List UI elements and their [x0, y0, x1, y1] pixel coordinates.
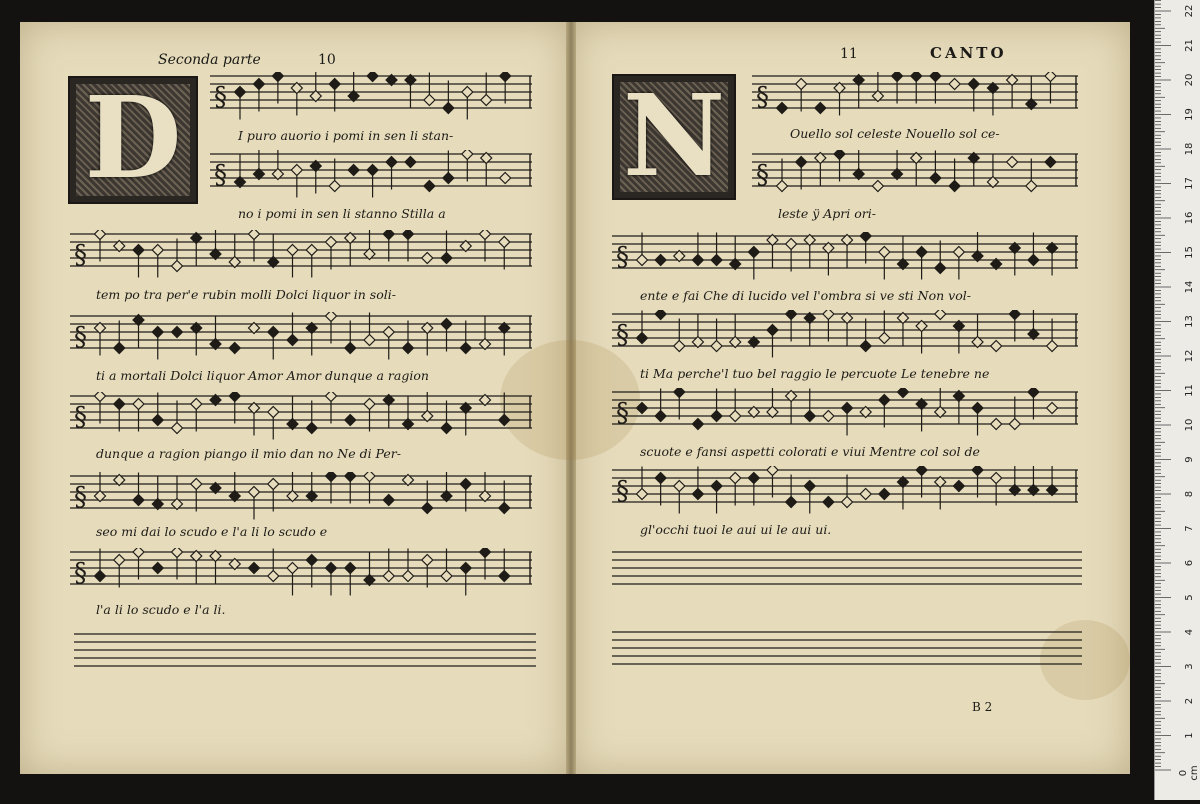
note — [949, 79, 960, 90]
note — [796, 157, 807, 190]
note — [804, 313, 815, 346]
note — [306, 245, 317, 278]
note — [172, 239, 183, 272]
note — [460, 479, 471, 512]
note — [823, 411, 834, 422]
note — [424, 73, 435, 106]
note — [637, 311, 648, 344]
note — [367, 165, 378, 198]
note — [987, 155, 998, 188]
note — [287, 397, 298, 430]
note — [860, 489, 871, 500]
note — [249, 403, 260, 436]
note — [730, 389, 741, 422]
lyric-line: dunque a ragion piango il mio dan no Ne di Per- — [96, 446, 402, 461]
note — [348, 165, 359, 176]
note — [422, 323, 433, 356]
note — [345, 415, 356, 426]
note — [329, 159, 340, 192]
note — [172, 401, 183, 434]
note — [481, 73, 492, 106]
clef-symbol: § — [756, 160, 769, 190]
note — [191, 551, 202, 584]
note — [860, 232, 871, 264]
note — [804, 235, 815, 268]
note — [842, 235, 853, 268]
clef-symbol: § — [214, 82, 227, 112]
note — [95, 549, 106, 582]
note — [1009, 310, 1020, 342]
note — [249, 487, 260, 520]
ruler-cm-label: 9 — [1184, 456, 1195, 463]
note — [95, 230, 106, 262]
ruler-cm-label: 2 — [1184, 697, 1195, 705]
empty-staff — [612, 628, 1082, 672]
note — [424, 181, 435, 192]
note — [823, 310, 834, 342]
ruler-cm-label: 20 — [1184, 73, 1195, 87]
note — [422, 253, 433, 264]
note — [287, 313, 298, 346]
note — [767, 466, 778, 498]
note — [834, 150, 845, 182]
empty-staff — [612, 548, 1082, 592]
note — [364, 472, 375, 504]
note — [1009, 397, 1020, 430]
ruler-cm-label: 3 — [1184, 663, 1195, 670]
note — [441, 319, 452, 352]
note — [460, 321, 471, 354]
note — [991, 473, 1002, 506]
note — [655, 310, 666, 320]
note — [152, 245, 163, 278]
music-staff — [612, 232, 1078, 280]
note — [460, 403, 471, 436]
right-page-number: 11 — [840, 46, 858, 62]
note — [953, 321, 964, 354]
lyric-line: tem po tra per'e rubin molli Dolci liquor in soli- — [96, 287, 396, 302]
note — [1007, 157, 1018, 168]
note — [345, 563, 356, 596]
clef-symbol: § — [74, 402, 87, 432]
note — [968, 153, 979, 186]
note — [235, 155, 246, 188]
note — [386, 157, 397, 190]
ruler-cm-label: 14 — [1184, 280, 1195, 294]
note — [210, 317, 221, 350]
note — [480, 548, 491, 580]
note — [730, 473, 741, 506]
clef-symbol: § — [616, 242, 629, 272]
note — [1007, 75, 1018, 108]
note — [268, 235, 279, 268]
note — [655, 473, 666, 506]
note — [1045, 72, 1056, 104]
clef-symbol: § — [616, 476, 629, 506]
note — [1045, 157, 1056, 168]
note — [268, 549, 279, 582]
note — [249, 563, 260, 574]
music-staff — [70, 548, 532, 596]
clef-symbol: § — [616, 320, 629, 350]
note — [172, 477, 183, 510]
note — [930, 72, 941, 104]
note — [403, 397, 414, 430]
note — [953, 391, 964, 424]
note — [991, 341, 1002, 352]
music-staff — [210, 72, 532, 120]
note — [1009, 243, 1020, 276]
note — [872, 181, 883, 192]
note — [911, 153, 922, 186]
ruler-cm-label: 6 — [1184, 559, 1195, 567]
note — [172, 548, 183, 580]
lyric-line: ti Ma perche'l tuo bel raggio le percuote Le tenebre ne — [640, 366, 990, 381]
note — [287, 563, 298, 596]
lyric-line: scuote e fansi aspetti colorati e viui Mentre col sol de — [640, 444, 980, 459]
lyric-line: seo mi dai lo scudo e l'a li lo scudo e — [96, 524, 328, 539]
note — [441, 401, 452, 434]
ruler-unit-label: 0 cm — [1178, 765, 1200, 781]
note — [953, 481, 964, 492]
note — [949, 159, 960, 192]
note — [804, 481, 815, 514]
note — [892, 72, 903, 104]
note — [383, 395, 394, 428]
note — [730, 237, 741, 270]
note — [796, 79, 807, 112]
note — [692, 419, 703, 430]
ruler-cm-label: 22 — [1184, 4, 1195, 18]
music-staff — [70, 472, 532, 520]
note — [879, 247, 890, 280]
note — [306, 323, 317, 356]
note — [637, 467, 648, 500]
note — [367, 72, 378, 82]
note — [930, 151, 941, 184]
note — [441, 231, 452, 264]
note — [326, 237, 337, 270]
note — [152, 327, 163, 360]
note — [229, 235, 240, 268]
note — [291, 83, 302, 116]
decorated-initial-d: D — [68, 76, 198, 204]
lyric-line: I puro auorio i pomi in sen li stan- — [238, 128, 454, 143]
music-staff — [210, 150, 532, 198]
note — [422, 555, 433, 588]
note — [786, 310, 797, 342]
note — [786, 239, 797, 272]
music-staff — [70, 230, 532, 278]
note — [1047, 319, 1058, 352]
note — [692, 315, 703, 348]
note — [422, 481, 433, 514]
note — [268, 327, 279, 360]
note — [133, 473, 144, 506]
note — [711, 233, 722, 266]
note — [711, 481, 722, 514]
note — [253, 79, 264, 112]
note — [655, 389, 666, 422]
clef-symbol: § — [616, 398, 629, 428]
note — [916, 247, 927, 280]
note — [815, 153, 826, 186]
note — [403, 549, 414, 582]
note — [935, 241, 946, 274]
music-staff — [612, 466, 1078, 514]
note — [133, 315, 144, 348]
note — [95, 392, 106, 424]
signature-mark: B 2 — [972, 700, 993, 714]
note — [499, 237, 510, 270]
note — [114, 399, 125, 432]
note — [674, 319, 685, 352]
lyric-line: leste ÿ Apri ori- — [778, 206, 876, 221]
note — [655, 255, 666, 266]
note — [480, 230, 491, 262]
note — [953, 247, 964, 280]
note — [152, 393, 163, 426]
note — [499, 481, 510, 514]
note — [1047, 243, 1058, 276]
clef-symbol: § — [74, 240, 87, 270]
note — [767, 235, 778, 268]
note — [499, 323, 510, 356]
ruler-cm-label: 11 — [1184, 384, 1195, 397]
note — [443, 81, 454, 114]
note — [364, 313, 375, 346]
note — [364, 553, 375, 586]
music-staff — [612, 310, 1078, 358]
note — [879, 489, 890, 500]
lyric-line: ti a mortali Dolci liquor Amor Amor dunque a ragion — [96, 368, 429, 383]
ruler-cm-label: 21 — [1184, 39, 1195, 52]
ruler-cm-label: 5 — [1184, 594, 1195, 601]
note — [748, 473, 759, 506]
note — [133, 399, 144, 432]
note — [480, 317, 491, 350]
note — [786, 475, 797, 508]
note — [229, 392, 240, 424]
note — [172, 327, 183, 338]
note — [1028, 233, 1039, 266]
note — [306, 555, 317, 588]
note — [711, 389, 722, 422]
note — [403, 321, 414, 354]
note — [152, 477, 163, 510]
note — [972, 466, 983, 498]
ruler-cm-label: 19 — [1184, 108, 1195, 121]
clef-symbol: § — [74, 322, 87, 352]
ruler-ticks — [1155, 0, 1200, 800]
note — [916, 321, 927, 354]
note — [405, 157, 416, 168]
note — [499, 393, 510, 426]
note — [972, 315, 983, 348]
note — [897, 313, 908, 346]
note — [133, 548, 144, 580]
empty-staff — [74, 630, 536, 674]
note — [345, 233, 356, 266]
note — [460, 563, 471, 596]
note — [916, 466, 927, 498]
clef-symbol: § — [756, 82, 769, 112]
note — [481, 153, 492, 186]
note — [235, 87, 246, 120]
note — [853, 75, 864, 108]
note — [1026, 77, 1037, 110]
ruler-cm-label: 7 — [1184, 525, 1195, 532]
note — [345, 472, 356, 504]
ruler-cm-label: 15 — [1184, 246, 1195, 259]
note — [326, 472, 337, 504]
music-staff — [752, 72, 1078, 120]
note — [114, 321, 125, 354]
note — [500, 72, 511, 104]
note — [842, 313, 853, 346]
note — [210, 551, 221, 584]
note — [462, 150, 473, 182]
ruler-cm-label: 16 — [1184, 211, 1195, 225]
note — [306, 401, 317, 434]
note — [268, 407, 279, 440]
ruler-cm-label: 13 — [1184, 315, 1195, 328]
lyric-line: no i pomi in sen li stanno Stilla a — [238, 206, 446, 221]
note — [383, 327, 394, 360]
note — [1047, 403, 1058, 414]
note — [692, 233, 703, 266]
note — [987, 83, 998, 116]
note — [441, 549, 452, 582]
note — [152, 563, 163, 574]
clef-symbol: § — [214, 160, 227, 190]
note — [1026, 159, 1037, 192]
note — [879, 395, 890, 428]
note — [191, 399, 202, 432]
note — [897, 388, 908, 398]
music-staff — [612, 388, 1078, 436]
note — [249, 230, 260, 262]
header-seconda-parte: Seconda parte — [158, 52, 261, 68]
note — [500, 173, 511, 184]
note — [191, 323, 202, 356]
note — [329, 79, 340, 112]
lyric-line: l'a li lo scudo e l'a li. — [96, 602, 226, 617]
note — [897, 237, 908, 270]
ruler-cm-label: 1 — [1184, 732, 1195, 739]
ruler-cm-label: 4 — [1184, 628, 1195, 636]
note — [935, 310, 946, 320]
note — [823, 243, 834, 276]
note — [345, 321, 356, 354]
note — [777, 159, 788, 192]
note — [860, 319, 871, 352]
clef-symbol: § — [74, 558, 87, 588]
note — [191, 479, 202, 512]
ruler-cm-label: 10 — [1184, 418, 1195, 432]
note — [911, 72, 922, 104]
decorated-initial-n: N — [612, 74, 736, 200]
note — [897, 477, 908, 510]
note — [674, 481, 685, 514]
note — [383, 230, 394, 262]
music-staff — [70, 312, 532, 360]
note — [935, 477, 946, 510]
note — [834, 83, 845, 116]
note — [637, 233, 648, 266]
lyric-line: ente e fai Che di lucido vel l'ombra si ve sti Non vol- — [640, 288, 971, 303]
ruler-cm-label: 17 — [1184, 177, 1195, 190]
note — [730, 315, 741, 348]
note — [95, 323, 106, 356]
lyric-line: gl'occhi tuoi le aui ui le aui ui. — [640, 522, 832, 537]
note — [326, 392, 337, 424]
note — [991, 419, 1002, 430]
note — [637, 403, 648, 414]
measurement-ruler — [1154, 0, 1200, 800]
header-canto: CANTO — [930, 44, 1007, 62]
note — [879, 311, 890, 344]
note — [1028, 388, 1039, 420]
note — [815, 103, 826, 114]
clef-symbol: § — [74, 482, 87, 512]
note — [842, 475, 853, 508]
lyric-line: Ouello sol celeste Nouello sol ce- — [790, 126, 1000, 141]
note — [364, 399, 375, 432]
music-staff — [70, 392, 532, 440]
note — [383, 495, 394, 506]
note — [405, 75, 416, 108]
note — [114, 555, 125, 588]
note — [383, 549, 394, 582]
note — [968, 79, 979, 112]
note — [133, 245, 144, 278]
note — [268, 479, 279, 512]
note — [842, 403, 853, 436]
note — [287, 245, 298, 278]
ruler-cm-label: 18 — [1184, 142, 1195, 156]
ruler-cm-label: 12 — [1184, 349, 1195, 363]
note — [229, 343, 240, 354]
note — [272, 72, 283, 104]
note — [767, 325, 778, 358]
note — [777, 103, 788, 114]
ruler-cm-label: 8 — [1184, 490, 1195, 498]
note — [786, 391, 797, 424]
note — [692, 467, 703, 500]
note — [916, 399, 927, 432]
note — [191, 233, 202, 266]
note — [711, 319, 722, 352]
note — [804, 389, 815, 422]
note — [748, 247, 759, 280]
note — [823, 497, 834, 508]
note — [403, 230, 414, 262]
note — [499, 549, 510, 582]
note — [462, 87, 473, 120]
music-staff — [752, 150, 1078, 198]
note — [972, 403, 983, 436]
note — [326, 563, 337, 596]
note — [443, 151, 454, 184]
note — [310, 161, 321, 194]
left-page-number: 10 — [318, 52, 336, 68]
note — [291, 165, 302, 198]
note — [674, 388, 685, 420]
note — [326, 312, 337, 344]
